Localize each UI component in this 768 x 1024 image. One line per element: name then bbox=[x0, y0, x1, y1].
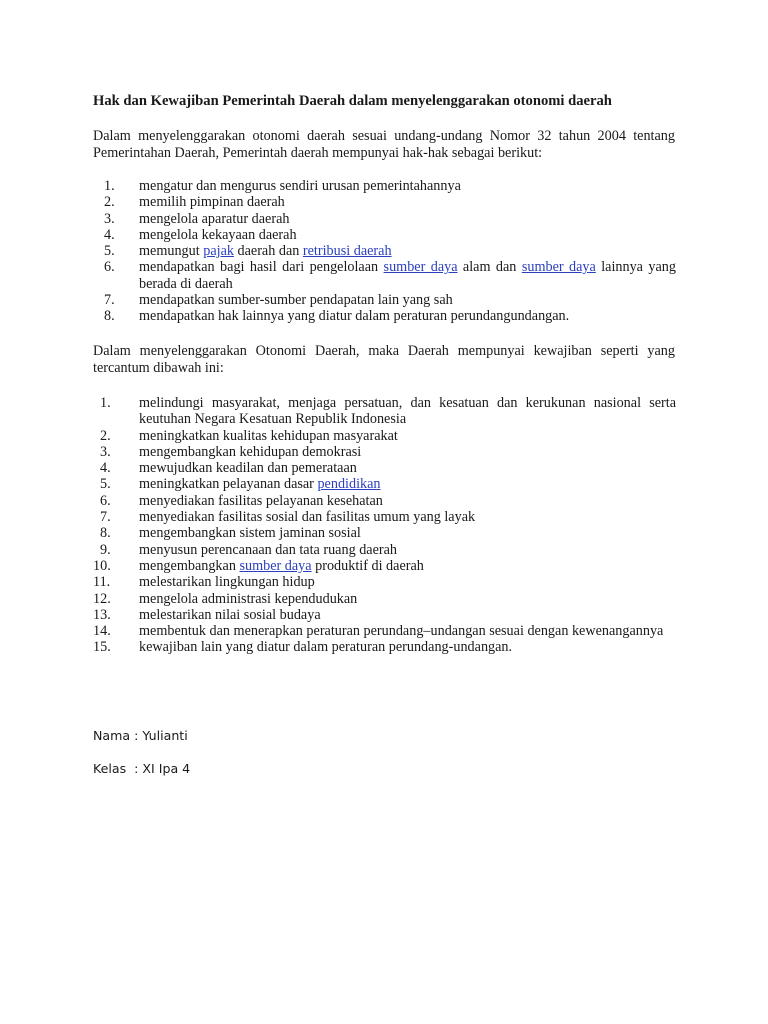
list-item-text: mengembangkan sistem jaminan sosial bbox=[139, 525, 361, 542]
list-number: 1. bbox=[104, 178, 115, 194]
text-segment: mengembangkan bbox=[139, 557, 240, 574]
list-number: 4. bbox=[100, 460, 111, 477]
list-item-text bbox=[139, 395, 676, 428]
list-number: 14. bbox=[93, 623, 111, 640]
pendidikan-link[interactable]: pendidikan bbox=[317, 476, 381, 493]
list-item-text: melestarikan lingkungan hidup bbox=[139, 574, 315, 591]
list-item bbox=[0, 308, 676, 324]
list-item bbox=[0, 591, 676, 607]
document-title: Hak dan Kewajiban Pemerintah Daerah dalam menyelenggarakan otonomi daerah bbox=[93, 93, 612, 109]
list-item-text: mendapatkan hak lainnya yang diatur dalam peraturan perundangundangan. bbox=[139, 308, 570, 325]
list-item-text: kewajiban lain yang diatur dalam peraturan perundang-undangan. bbox=[139, 639, 513, 656]
list-item-text: mewujudkan keadilan dan pemerataan bbox=[139, 460, 357, 477]
list-item-line-1: melindungi masyarakat, menjaga persatuan, dan kesatuan dan kerukunan nasional serta bbox=[139, 395, 676, 411]
list-number: 5. bbox=[100, 476, 111, 493]
list-item-text: mengelola aparatur daerah bbox=[139, 210, 290, 227]
text-segment: mendapatkan bagi hasil dari pengelolaan bbox=[139, 259, 384, 276]
text-segment: daerah dan bbox=[233, 243, 303, 260]
list-item bbox=[0, 476, 676, 492]
list-item-text: menyusun perencanaan dan tata ruang daerah bbox=[139, 541, 398, 558]
list-number: 9. bbox=[100, 541, 111, 558]
list-item-text: mengelola kekayaan daerah bbox=[139, 226, 297, 243]
list-item bbox=[0, 292, 676, 308]
list-item-line-1 bbox=[139, 259, 676, 275]
list-number: 7. bbox=[104, 292, 115, 309]
text-segment: alam dan bbox=[457, 259, 522, 276]
list-number: 15. bbox=[93, 639, 111, 656]
list-item-text: mendapatkan sumber-sumber pendapatan lain yang sah bbox=[139, 292, 453, 309]
list-number: 1. bbox=[100, 395, 111, 411]
list-number: 2. bbox=[104, 194, 115, 211]
rights-intro-line-2: Pemerintahan Daerah, Pemerintah daerah mempunyai hak-hak sebagai berikut: bbox=[93, 145, 543, 161]
rights-list bbox=[0, 178, 676, 325]
student-class: Kelas : XI Ipa 4 bbox=[93, 761, 191, 776]
list-number: 8. bbox=[100, 525, 111, 542]
list-item bbox=[0, 493, 676, 509]
list-item-text: meningkatkan kualitas kehidupan masyarakat bbox=[139, 427, 398, 444]
list-item-line-2: berada di daerah bbox=[139, 275, 233, 292]
list-number: 5. bbox=[104, 243, 115, 260]
list-item bbox=[0, 259, 676, 292]
list-number: 3. bbox=[104, 210, 115, 227]
list-item bbox=[0, 574, 676, 590]
pajak-link[interactable]: pajak bbox=[203, 243, 234, 260]
text-segment: meningkatkan pelayanan dasar bbox=[139, 476, 318, 493]
list-item-line-2: keutuhan Negara Kesatuan Republik Indonesia bbox=[139, 411, 407, 428]
list-item-text: mengembangkan kehidupan demokrasi bbox=[139, 443, 362, 460]
list-number: 12. bbox=[93, 590, 111, 607]
list-number: 3. bbox=[100, 443, 111, 460]
list-item bbox=[0, 460, 676, 476]
list-item bbox=[0, 607, 676, 623]
obligations-intro-line-1: Dalam menyelenggarakan Otonomi Daerah, maka Daerah mempunyai kewajiban seperti yang bbox=[93, 343, 675, 359]
list-item bbox=[0, 211, 676, 227]
list-item bbox=[0, 178, 676, 194]
list-item-text bbox=[139, 558, 676, 574]
list-item-text: mengelola administrasi kependudukan bbox=[139, 590, 358, 607]
retribusi-daerah-link[interactable]: retribusi daerah bbox=[302, 243, 392, 260]
list-item bbox=[0, 509, 676, 525]
list-number: 13. bbox=[93, 606, 111, 623]
list-number: 11. bbox=[93, 574, 111, 591]
list-item-text bbox=[139, 259, 676, 292]
text-segment: produktif di daerah bbox=[311, 557, 424, 574]
sumber-daya-link[interactable]: sumber daya bbox=[521, 259, 596, 276]
obligations-intro-line-2: tercantum dibawah ini: bbox=[93, 360, 224, 376]
list-item bbox=[0, 639, 676, 655]
rights-intro-line-1: Dalam menyelenggarakan otonomi daerah sesuai undang-undang Nomor 32 tahun 2004 tentang bbox=[93, 128, 675, 144]
sumber-daya-link[interactable]: sumber daya bbox=[239, 557, 312, 574]
list-number: 8. bbox=[104, 308, 115, 325]
list-item-text: melestarikan nilai sosial budaya bbox=[139, 606, 321, 623]
list-item bbox=[0, 525, 676, 541]
list-item-text: memilih pimpinan daerah bbox=[139, 194, 285, 211]
list-item bbox=[0, 444, 676, 460]
list-item bbox=[0, 542, 676, 558]
list-number: 2. bbox=[100, 427, 111, 444]
list-item bbox=[0, 428, 676, 444]
text-segment: memungut bbox=[139, 243, 204, 260]
obligations-intro-paragraph bbox=[93, 343, 675, 377]
list-item-text bbox=[139, 243, 676, 259]
list-item bbox=[0, 623, 676, 639]
list-item-text: menyediakan fasilitas pelayanan kesehatan bbox=[139, 492, 383, 509]
obligations-list bbox=[0, 395, 676, 656]
text-segment: lainnya yang bbox=[595, 259, 676, 276]
rights-intro-paragraph bbox=[93, 128, 675, 162]
student-name: Nama : Yulianti bbox=[93, 728, 188, 743]
list-number: 4. bbox=[104, 226, 115, 243]
list-item-text bbox=[139, 476, 676, 492]
list-item bbox=[0, 243, 676, 259]
list-number: 7. bbox=[100, 509, 111, 526]
list-item-text: mengatur dan mengurus sendiri urusan pemerintahannya bbox=[139, 178, 461, 194]
list-item bbox=[0, 194, 676, 210]
list-item bbox=[0, 395, 676, 428]
list-number: 6. bbox=[100, 492, 111, 509]
list-item bbox=[0, 558, 676, 574]
list-item-text: membentuk dan menerapkan peraturan perundang–undangan sesuai dengan kewenangannya bbox=[139, 623, 664, 640]
sumber-daya-link[interactable]: sumber daya bbox=[383, 259, 458, 276]
list-item bbox=[0, 227, 676, 243]
list-item-text: menyediakan fasilitas sosial dan fasilitas umum yang layak bbox=[139, 509, 476, 526]
list-number: 6. bbox=[104, 259, 115, 276]
list-number: 10. bbox=[93, 557, 111, 574]
